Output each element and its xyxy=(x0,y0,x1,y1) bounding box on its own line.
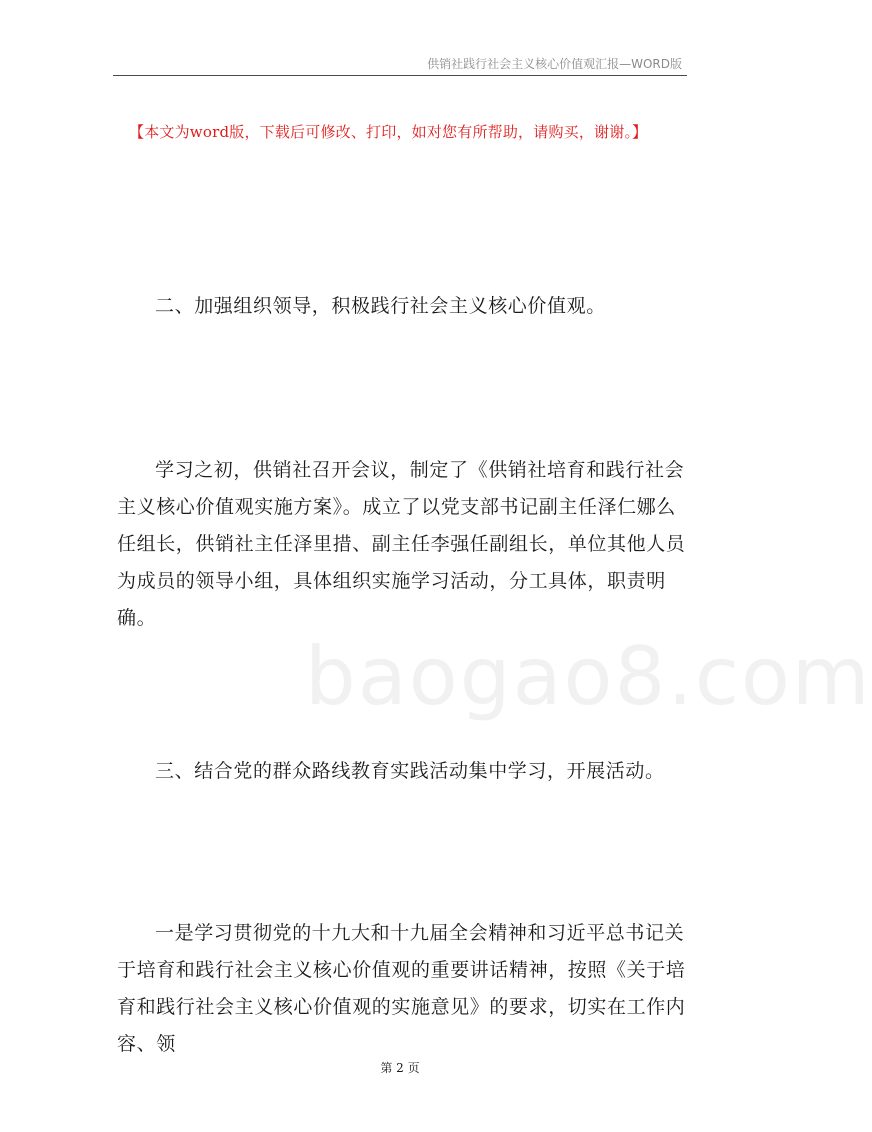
watermark: baogao8.com xyxy=(305,630,872,723)
body-paragraph: 学习之初，供销社召开会议，制定了《供销社培育和践行社会主义核心价值观实施方案》。成立了以党支部书记副主任泽仁娜么任组长，供销社主任泽里措、副主任李强任副组长，单位其他人员为成员的领导小组，具体组织实施学习活动，分工具体，职责明确。 xyxy=(117,459,686,629)
header-divider xyxy=(113,75,687,76)
page-number: 第 2 页 xyxy=(380,1061,420,1075)
section-heading-two: 二、加强组织领导，积极践行社会主义核心价值观。 xyxy=(155,295,606,317)
document-header-title: 供销社践行社会主义核心价值观汇报—WORD版 xyxy=(427,57,682,71)
body-paragraph: 一是学习贯彻党的十九大和十九届全会精神和习近平总书记关于培育和践行社会主义核心价值观的重要讲话精神，按照《关于培育和践行社会主义核心价值观的实施意见》的要求，切实在工作内容、领 xyxy=(117,922,686,1055)
purchase-notice: 【本文为word版，下载后可修改、打印，如对您有所帮助，请购买，谢谢。】 xyxy=(129,123,648,141)
section-heading-three: 三、结合党的群众路线教育实践活动集中学习，开展活动。 xyxy=(155,760,665,782)
